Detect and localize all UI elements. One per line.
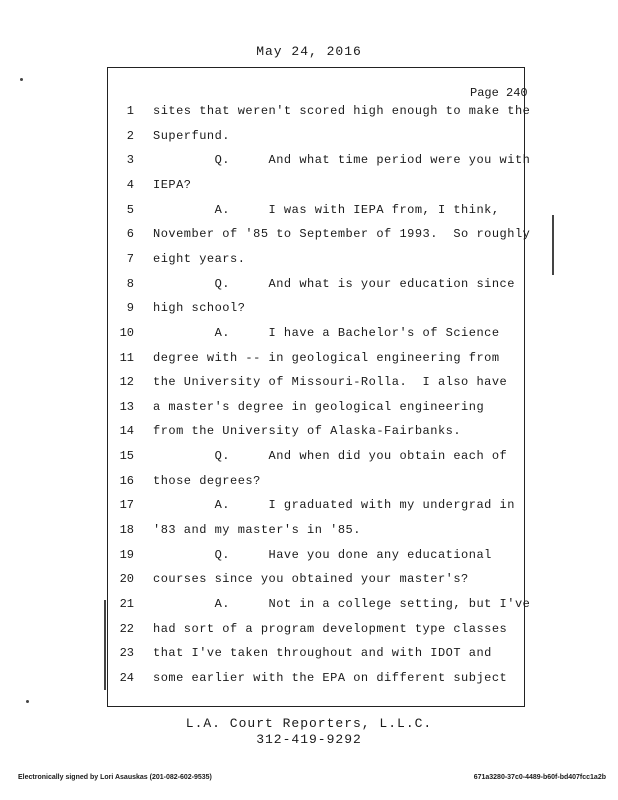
line-number: 9 — [126, 301, 134, 316]
transcript-line-text: eight years. — [153, 251, 246, 266]
line-number: 10 — [119, 325, 134, 340]
transcript-line-text: that I've taken throughout and with IDOT and — [153, 646, 492, 661]
line-number: 6 — [126, 227, 134, 242]
transcript-line-text: the University of Missouri-Rolla. I also have — [153, 375, 508, 390]
line-number: 1 — [126, 104, 134, 118]
line-number: 4 — [126, 177, 134, 192]
scan-speck — [20, 78, 23, 81]
line-number: 22 — [119, 621, 134, 636]
transcript-line-text: degree with -- in geological engineering from — [153, 350, 500, 365]
transcript-line-text: A. I graduated with my undergrad in — [153, 498, 515, 513]
page-number: Page 240 — [470, 86, 528, 100]
transcript-line-text: A. Not in a college setting, but I've — [153, 597, 531, 611]
transcript-date-header: May 24, 2016 — [256, 44, 362, 59]
transcript-line-text: those degrees? — [153, 473, 261, 488]
line-number: 23 — [119, 646, 134, 661]
transcript-line-text: Superfund. — [153, 128, 231, 143]
line-number: 16 — [119, 473, 134, 488]
court-reporter-name: L.A. Court Reporters, L.L.C. — [185, 716, 433, 731]
document-hash-id: 671a3280-37c0-4489-b60f-bd407fcc1a2b — [473, 774, 606, 781]
line-number: 14 — [119, 424, 134, 439]
transcript-line-text: Q. Have you done any educational — [153, 547, 492, 562]
court-reporter-phone: 312-419-9292 — [256, 732, 362, 747]
line-number: 21 — [119, 597, 134, 611]
electronic-signature-note: Electronically signed by Lori Asauskas (201-082-602-9535) — [18, 774, 212, 781]
transcript-line-text: some earlier with the EPA on different subject — [153, 670, 508, 685]
transcript-line-text: Q. And when did you obtain each of — [153, 449, 508, 464]
line-number: 2 — [126, 128, 134, 143]
line-number: 7 — [126, 251, 134, 266]
line-number: 17 — [119, 498, 134, 513]
transcript-line-text: sites that weren't scored high enough to make the — [153, 104, 531, 118]
line-number: 13 — [119, 399, 134, 414]
transcript-line-text: Q. And what time period were you with — [153, 153, 531, 168]
transcript-line-text: A. I was with IEPA from, I think, — [153, 202, 500, 217]
transcript-line-text: courses since you obtained your master's? — [153, 572, 469, 587]
line-number: 20 — [119, 572, 134, 587]
transcript-line-text: November of '85 to September of 1993. So roughly — [153, 227, 531, 242]
transcript-line-text: from the University of Alaska-Fairbanks. — [153, 424, 462, 439]
line-number: 11 — [119, 350, 134, 365]
line-number: 12 — [119, 375, 134, 390]
scan-edge-mark — [552, 215, 554, 275]
scan-edge-mark — [104, 600, 106, 690]
transcript-line-text: had sort of a program development type classes — [153, 621, 508, 636]
transcript-line-text: '83 and my master's in '85. — [153, 523, 361, 538]
transcript-line-text: IEPA? — [153, 177, 192, 192]
line-number: 8 — [126, 276, 134, 291]
scan-speck — [26, 700, 29, 703]
transcript-line-text: A. I have a Bachelor's of Science — [153, 325, 500, 340]
transcript-line-text: Q. And what is your education since — [153, 276, 515, 291]
line-number: 15 — [119, 449, 134, 464]
line-number: 24 — [119, 670, 134, 685]
line-number: 19 — [119, 547, 134, 562]
transcript-line-text: a master's degree in geological engineering — [153, 399, 485, 414]
transcript-line-text: high school? — [153, 301, 246, 316]
line-number: 5 — [126, 202, 134, 217]
line-number: 18 — [119, 523, 134, 538]
line-number: 3 — [126, 153, 134, 168]
